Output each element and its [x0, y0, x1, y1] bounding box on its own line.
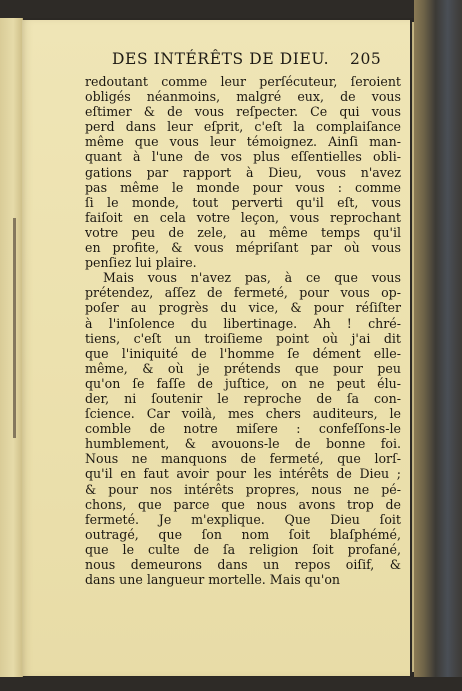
text-line: que le culte de ſa religion ſoit profané,: [85, 541, 401, 557]
facing-page-edge: [0, 18, 23, 678]
scan-bottom-border: [0, 677, 462, 691]
scan-top-border: [0, 0, 462, 18]
text-line: ſi le monde, tout perverti qu'il eſt, vous: [85, 194, 401, 210]
text-line: & pour nos intérêts propres, nous ne pé-: [85, 481, 401, 497]
text-line: à l'inſolence du libertinage. Ah ! chré-: [85, 315, 401, 331]
text-line: Mais vous n'avez pas, à ce que vous: [103, 270, 401, 286]
page-header: [112, 50, 402, 72]
text-line: que l'iniquité de l'homme ſe dément elle-: [85, 345, 401, 361]
text-line: en profite, & vous mépriſant par où vous: [85, 240, 401, 256]
gutter-shadow: [13, 218, 16, 438]
text-line: dans une langueur mortelle. Mais qu'on: [85, 572, 341, 588]
page-number: 205: [350, 50, 382, 68]
text-line: quant à l'une de vos plus eſſentielles obli-: [85, 149, 401, 165]
text-line: Nous ne manquons de fermeté, que lorſ-: [85, 451, 401, 467]
text-line: perd dans leur eſprit, c'eſt la complaiſance: [85, 119, 401, 135]
text-line: nous demeurons dans un repos oiſif, &: [85, 557, 401, 572]
text-line: qu'il en faut avoir pour les intérêts de Dieu ;: [85, 466, 401, 482]
text-line: même, & où je prétends que pour peu: [85, 360, 401, 376]
text-line: outragé, que ſon nom ſoit blaſphémé,: [85, 526, 401, 542]
text-line: qu'on ſe faſſe de juſtice, on ne peut élu-: [85, 375, 401, 391]
text-line: chons, que parce que nous avons trop de: [85, 496, 401, 512]
body-text: [85, 74, 401, 587]
text-line: eſtimer & de vous reſpecter. Ce qui vous: [85, 104, 401, 120]
text-line: comble de notre miſere : confeſſons-le: [85, 421, 401, 437]
text-line: faiſoit en cela votre leçon, vous reprochant: [85, 209, 401, 225]
text-line: fermeté. Je m'explique. Que Dieu ſoit: [85, 511, 401, 527]
text-line: obligés néanmoins, malgré eux, de vous: [85, 89, 401, 105]
text-line: humblement, & avouons-le de bonne foi.: [85, 436, 401, 452]
paragraph: [85, 74, 401, 270]
paragraph: [85, 270, 401, 587]
text-line: gations par rapport à Dieu, vous n'avez: [85, 164, 401, 180]
text-line: poſer au progrès du vice, & pour réſiſter: [85, 300, 401, 316]
text-line: tiens, c'eſt un troiſieme point où j'ai dit: [85, 330, 401, 346]
text-line: prétendez, aſſez de fermeté, pour vous op-: [85, 285, 401, 301]
text-line: penſiez lui plaire.: [85, 255, 197, 271]
text-line: même que vous leur témoignez. Ainſi man-: [85, 134, 401, 150]
text-line: der, ni ſoutenir le reproche de ſa con-: [85, 390, 401, 406]
book-page: [22, 20, 410, 676]
text-line: redoutant comme leur perſécuteur, ſeroient: [85, 74, 401, 89]
text-line: ſcience. Car voilà, mes chers auditeurs, le: [85, 406, 401, 422]
text-line: votre peu de zele, au même temps qu'il: [85, 224, 401, 240]
running-head: DES INTÉRÊTS DE DIEU.: [112, 50, 330, 68]
text-line: pas même le monde pour vous : comme: [85, 179, 401, 195]
book-binding: [414, 0, 462, 691]
